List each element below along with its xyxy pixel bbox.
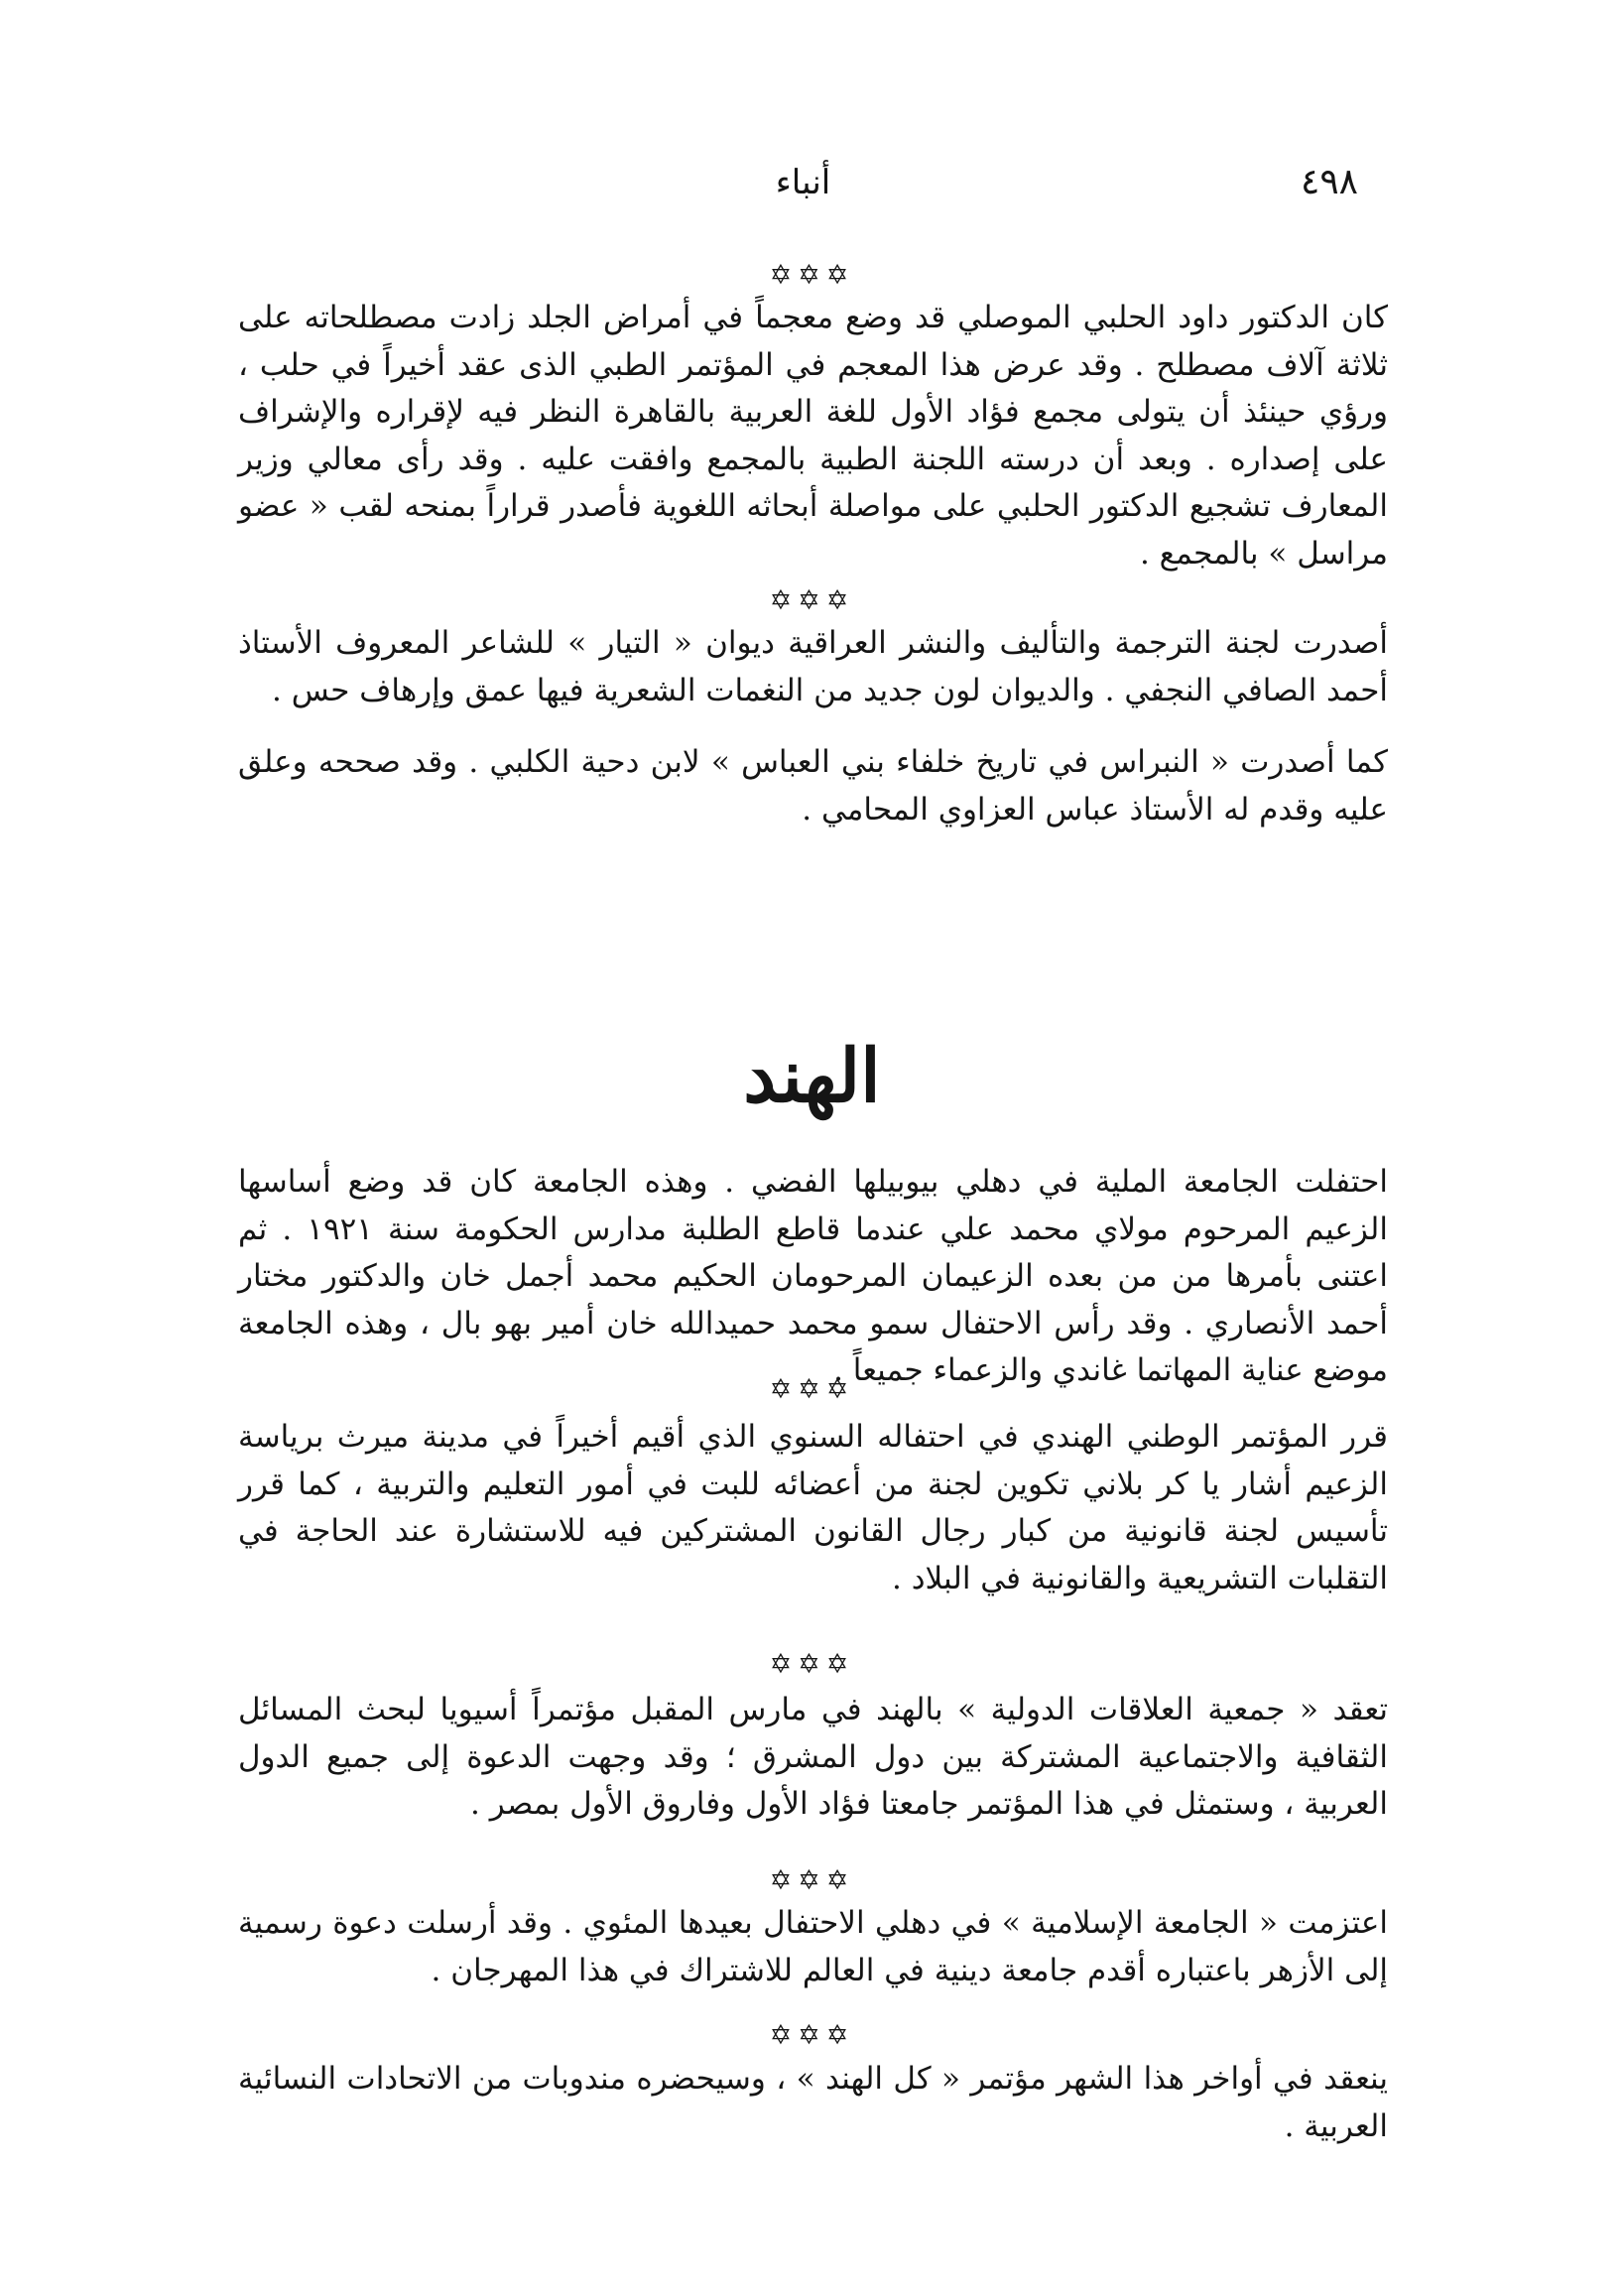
paragraph-india-asian-conference: تعقد « جمعية العلاقات الدولية » بالهند في مارس المقبل مؤتمراً أسيويا لبحث المسائل الثقافية والاجتماعية المشتركة بين دول المشرق ؛ وقد وجهت الدعوة إلى جميع الدول العربية ، وستمثل في هذا المؤتمر جامعتا فؤاد الأول وفاروق الأول بمصر . <box>238 1692 1388 1822</box>
separator-stars: ✡✡✡ <box>769 585 855 616</box>
running-title: أنباء <box>775 163 831 202</box>
separator-stars: ✡✡✡ <box>769 260 855 291</box>
separator-stars: ✡✡✡ <box>769 2020 855 2051</box>
paragraph-india-islamic-university: اعتزمت « الجامعة الإسلامية » في دهلي الاحتفال بعيدها المئوي . وقد أرسلت دعوة رسمية إلى الأزهر باعتباره أقدم جامعة دينية في العالم للاشتراك في هذا المهرجان . <box>238 1905 1388 1988</box>
separator-stars: ✡✡✡ <box>769 1865 855 1896</box>
page-header <box>248 159 1358 208</box>
separator-stars: ✡✡✡ <box>769 1649 855 1680</box>
paragraph-india-congress: قرر المؤتمر الوطني الهندي في احتفاله السنوي الذي أقيم أخيراً في مدينة ميرث برياسة الزعيم أشار يا كر بلاني تكوين لجنة من أعضائه للبت في أمور التعليم والتربية ، كما قرر تأسيس لجنة قانونية من كبار رجال القانون المشتركين فيه للاستشارة عند الحاجة في التقلبات التشريعية والقانونية في البلاد . <box>238 1419 1388 1596</box>
page-number: ٤٩٨ <box>1300 162 1358 202</box>
paragraph-iraq-nibras: كما أصدرت « النبراس في تاريخ خلفاء بني العباس » لابن دحية الكلبي . وقد صححه وعلق عليه وقدم له الأستاذ عباس العزاوي المحامي . <box>238 744 1388 828</box>
paragraph-iraq-diwan: أصدرت لجنة الترجمة والتأليف والنشر العراقية ديوان « التيار » للشاعر المعروف الأستاذ أحمد الصافي النجفي . والديوان لون جديد من النغمات الشعرية فيها عمق وإرهاف حس . <box>238 625 1388 708</box>
paragraph-india-jamia: احتفلت الجامعة الملية في دهلي بيوبيلها الفضي . وهذه الجامعة كان قد وضع أساسها الزعيم المرحوم مولاي محمد علي عندما قاطع الطلبة مدارس الحكومة سنة ١٩٢١ . ثم اعتنى بأمرها من من بعده الزعيمان المرحومان الحكيم محمد أجمل خان والدكتور مختار أحمد الأنصاري . وقد رأس الاحتفال سمو محمد حميدالله خان أمير بهو بال ، وهذه الجامعة موضع عناية المهاتما غاندي والزعماء جميعاً . <box>238 1164 1388 1388</box>
paragraph-india-all-india-conference: ينعقد في أواخر هذا الشهر مؤتمر « كل الهند » ، وسيحضره مندوبات من الاتحادات النسائية العربية . <box>238 2061 1388 2144</box>
separator-stars: ✡✡✡ <box>769 1374 855 1405</box>
section-title-india: الهند <box>743 1034 881 1119</box>
paragraph-iraq-dictionary: كان الدكتور داود الحلبي الموصلي قد وضع معجماً في أمراض الجلد زادت مصطلحاته على ثلاثة آلاف مصطلح . وقد عرض هذا المعجم في المؤتمر الطبي الذى عقد أخيراً في حلب ، ورؤي حينئذ أن يتولى مجمع فؤاد الأول للغة العربية بالقاهرة النظر فيه لإقراره والإشراف على إصداره . وبعد أن درسته اللجنة الطبية بالمجمع وافقت عليه . وقد رأى معالي وزير المعارف تشجيع الدكتور الحلبي على مواصلة أبحاثه اللغوية فأصدر قراراً بمنحه لقب « عضو مراسل » بالمجمع . <box>238 300 1388 572</box>
